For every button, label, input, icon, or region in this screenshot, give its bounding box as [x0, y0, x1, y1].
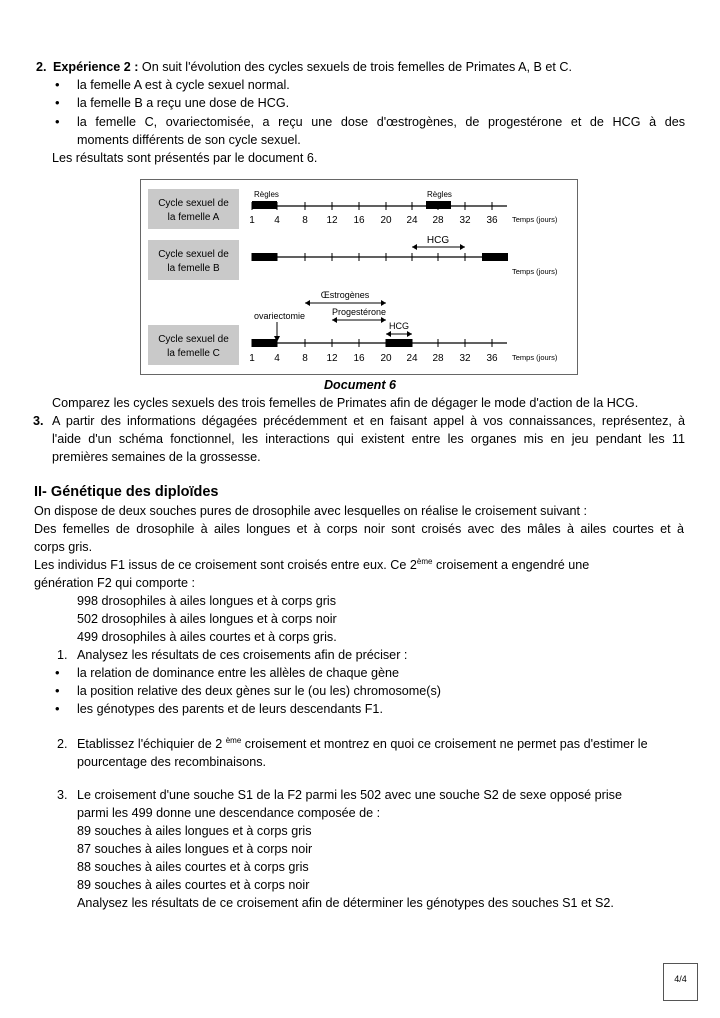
regles-bar-b1 [252, 253, 277, 261]
label-box-b [148, 240, 239, 280]
tick-label: 24 [406, 215, 418, 226]
label-box-a [148, 189, 239, 229]
label-b-line2: la femelle B [167, 263, 220, 274]
s2-q1-bullet: • la relation de dominance entre les allèles de chaque gène [77, 664, 399, 682]
tick-label: 16 [353, 215, 365, 226]
section2-p3b: génération F2 qui comporte : [34, 576, 196, 590]
q3-number: 3. [33, 414, 44, 428]
regles-label-a1: Règles [254, 190, 279, 199]
s2-q3-item: 89 souches à ailes longues et à corps gris [77, 824, 312, 838]
s2-q1-bullet: • les génotypes des parents et de leurs descendants F1. [77, 700, 383, 718]
regles-bar-a2 [426, 201, 451, 209]
f2-item: 502 drosophiles à ailes longues et à corps noir [77, 612, 337, 626]
section2-p2b: corps gris. [34, 540, 93, 554]
tick-label: 16 [353, 353, 365, 364]
axis-label-c: Temps (jours) [512, 353, 558, 362]
s2-q3-last: Analysez les résultats de ce croisement afin de déterminer les génotypes des souches S1 et S2. [77, 896, 614, 910]
page-number: 4/4 [663, 963, 698, 1001]
tick-label: 24 [406, 353, 418, 364]
s2-q1-text: Analysez les résultats de ces croisements afin de préciser : [77, 648, 408, 662]
hcg-label-c: HCG [389, 321, 409, 331]
s2-q3-item: 89 souches à ailes courtes et à corps noir [77, 878, 310, 892]
s2-q1-number: 1. [57, 648, 68, 662]
tick-label: 20 [380, 353, 392, 364]
tick-label: 32 [459, 215, 471, 226]
s2-q3-item: 88 souches à ailes courtes et à corps gris [77, 860, 309, 874]
tick-label: 36 [486, 353, 498, 364]
s2-q3-item: 87 souches à ailes longues et à corps noir [77, 842, 313, 856]
tick-label: 1 [249, 353, 255, 364]
tick-label: 28 [432, 353, 444, 364]
regles-bar-c2 [386, 339, 412, 347]
tick-label: 8 [302, 215, 308, 226]
axis-label-b: Temps (jours) [512, 267, 558, 276]
q3-line1: A partir des informations dégagées précédemment et en faisant appel à vos connaissances, représentez, à [52, 414, 685, 428]
s2-q3-line2: parmi les 499 donne une descendance composée de : [77, 806, 381, 820]
tick-label: 28 [432, 215, 444, 226]
exp2-number: 2. [36, 60, 47, 74]
regles-bar-b2 [482, 253, 508, 261]
compare-text: Comparez les cycles sexuels des trois femelles de Primates afin de dégager le mode d'action de la HCG. [52, 396, 639, 410]
label-c-line2: la femelle C [167, 348, 220, 359]
exp2-bullet: • la femelle B a reçu une dose de HCG. [77, 94, 289, 112]
exp2-intro: On suit l'évolution des cycles sexuels de trois femelles de Primates A, B et C. [141, 60, 572, 74]
tick-label: 4 [274, 353, 280, 364]
section2-p2a: Des femelles de drosophile à ailes longues et à corps noir sont croisés avec des mâles à ailes courtes et à [34, 522, 684, 536]
section2-p3a: Les individus F1 issus de ce croisement sont croisés entre eux. Ce 2ème croisement a engendré une [34, 557, 590, 572]
regles-bar-a1 [252, 201, 277, 209]
q3-line2: l'aide d'un schéma fonctionnel, les interactions qui existent entre les organes mis en jeu pendant les 11 [52, 432, 685, 446]
tick-label: 20 [380, 215, 392, 226]
tick-label: 32 [459, 353, 471, 364]
hcg-label-b: HCG [426, 235, 450, 246]
f2-item: 998 drosophiles à ailes longues et à corps gris [77, 594, 337, 608]
s2-q2-line2: pourcentage des recombinaisons. [77, 755, 267, 769]
tick-label: 12 [326, 353, 338, 364]
progesterone-label: Progestérone [331, 307, 387, 317]
label-c-line1: Cycle sexuel de [158, 334, 229, 345]
ovariectomie-label: ovariectomie [254, 311, 306, 321]
axis-label-a: Temps (jours) [512, 215, 558, 224]
exp2-title: Expérience 2 : [53, 60, 139, 74]
f2-item: 499 drosophiles à ailes courtes et à corps gris. [77, 630, 337, 644]
exp2-bullet-continuation: moments différents de son cycle sexuel. [77, 133, 301, 147]
exp2-heading [53, 58, 572, 76]
s2-q3-number: 3. [57, 788, 68, 802]
exp2-bullet: • la femelle C, ovariectomisée, a reçu une dose d'œstrogènes, de progestérone et de HCG à des [77, 113, 685, 131]
tick-label: 4 [274, 215, 280, 226]
s2-q2-number: 2. [57, 737, 68, 751]
s2-q1-bullet: • la position relative des deux gènes sur le (ou les) chromosome(s) [77, 682, 441, 700]
s2-q2-line1: Etablissez l'échiquier de 2 $^{ème}$ croisement et montrez en quoi ce croisement ne permet pas d'estimer le [77, 736, 648, 751]
section2-p1: On dispose de deux souches pures de drosophile avec lesquelles on réalise le croisement suivant : [34, 504, 588, 518]
exp2-results: Les résultats sont présentés par le document 6. [52, 151, 318, 165]
section2-title: II- Génétique des diploïdes [34, 484, 219, 500]
s2-q3-line1: Le croisement d'une souche S1 de la F2 parmi les 502 avec une souche S2 de sexe opposé prise [77, 788, 622, 802]
tick-label: 8 [302, 353, 308, 364]
label-b-line1: Cycle sexuel de [158, 249, 229, 260]
label-a-line1: Cycle sexuel de [158, 198, 229, 209]
q3-line3: premières semaines de la grossesse. [52, 450, 261, 464]
tick-label: 12 [326, 215, 338, 226]
label-box-c [148, 325, 239, 365]
label-a-line2: la femelle A [167, 212, 220, 223]
exp2-bullet: • la femelle A est à cycle sexuel normal. [77, 76, 290, 94]
document6-figure [140, 179, 578, 375]
oestrogenes-label: Œstrogènes [320, 290, 370, 300]
tick-label: 1 [249, 215, 255, 226]
regles-label-a2: Règles [427, 190, 452, 199]
figure-caption: Document 6 [323, 378, 397, 392]
tick-label: 36 [486, 215, 498, 226]
regles-bar-c1 [252, 339, 277, 347]
